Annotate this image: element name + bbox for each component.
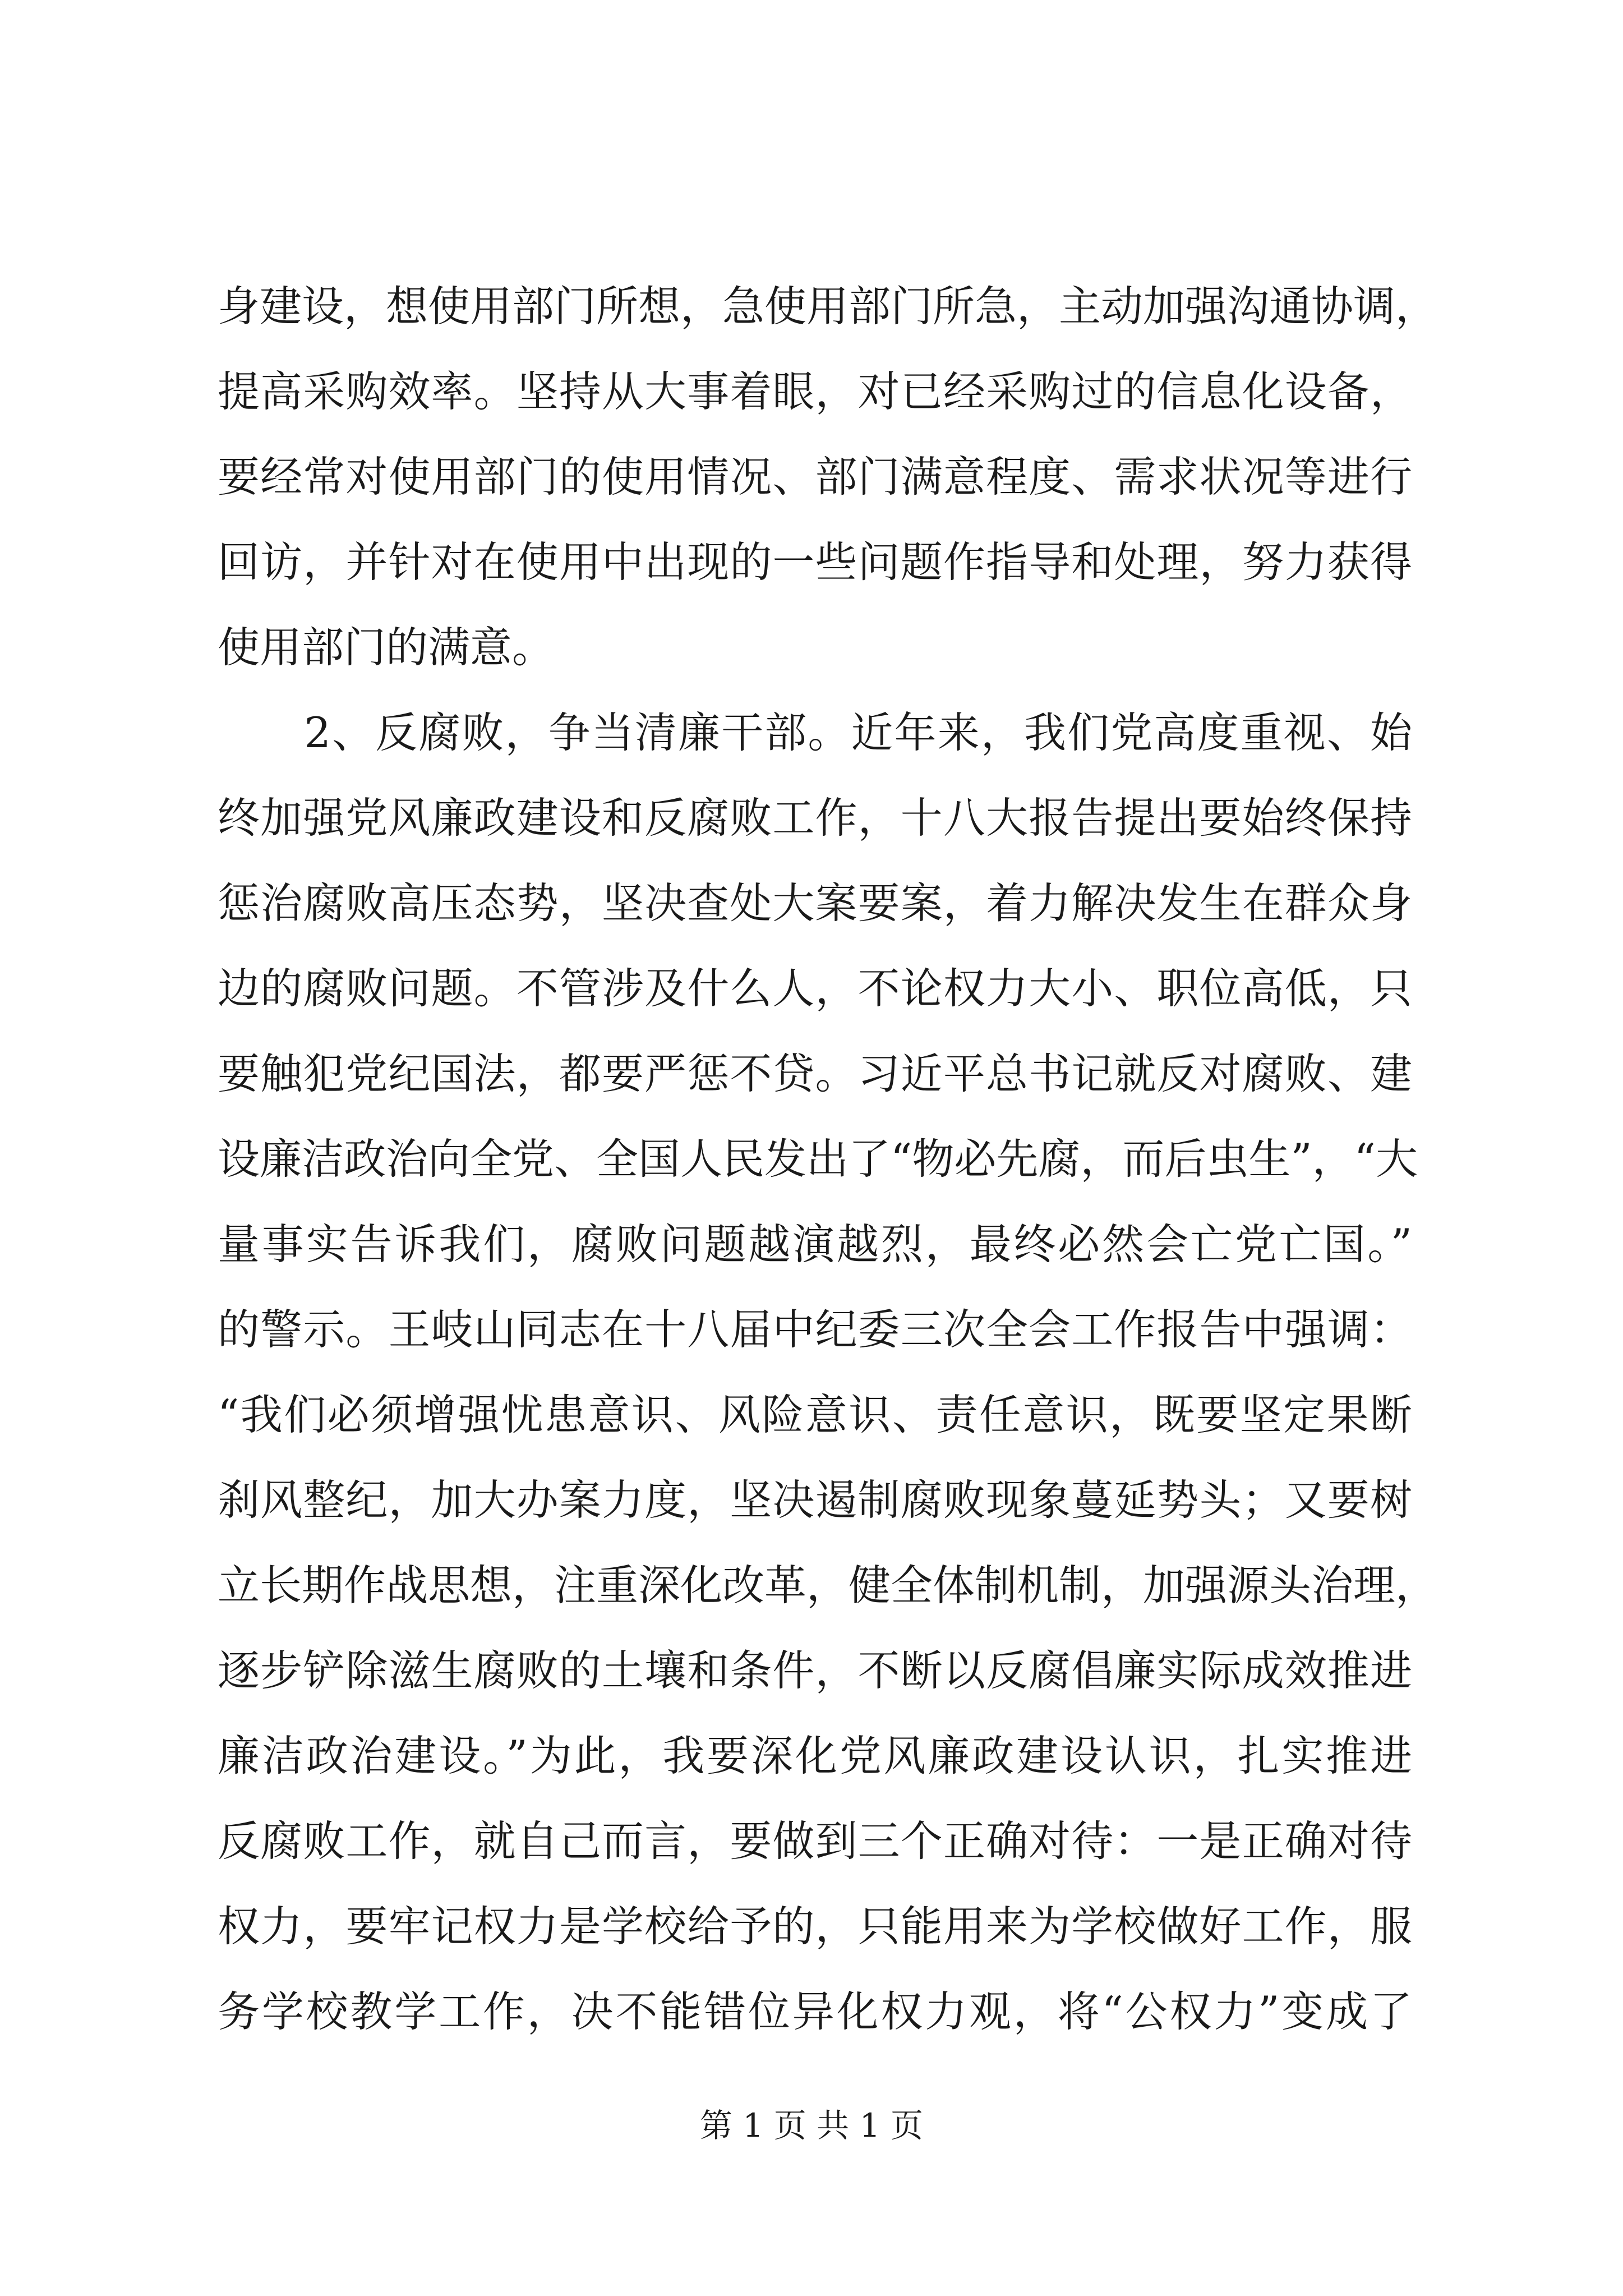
text-line: 量事实告诉我们，腐败问题越演越烈，最终必然会亡党亡国。” bbox=[218, 1220, 1412, 1269]
text-line: 反腐败工作，就自己而言，要做到三个正确对待：一是正确对待 bbox=[218, 1816, 1412, 1866]
text-line: 刹风整纪，加大办案力度，坚决遏制腐败现象蔓延势头；又要树 bbox=[218, 1475, 1412, 1525]
text-line: 边的腐败问题。不管涉及什么人，不论权力大小、职位高低，只 bbox=[218, 964, 1412, 1013]
text-line: 要经常对使用部门的使用情况、部门满意程度、需求状况等进行 bbox=[218, 452, 1412, 501]
text-line: “我们必须增强忧患意识、风险意识、责任意识，既要坚定果断 bbox=[218, 1390, 1412, 1439]
text-line: 要触犯党纪国法，都要严惩不贷。习近平总书记就反对腐败、建 bbox=[218, 1049, 1412, 1098]
text-line: 务学校教学工作，决不能错位异化权力观，将“公权力”变成了 bbox=[218, 1987, 1412, 2036]
text-line: 权力，要牢记权力是学校给予的，只能用来为学校做好工作，服 bbox=[218, 1902, 1412, 1951]
text-line: 的警示。王岐山同志在十八届中纪委三次全会工作报告中强调： bbox=[218, 1305, 1412, 1354]
text-line: 提高采购效率。坚持从大事着眼，对已经采购过的信息化设备， bbox=[218, 367, 1412, 416]
text-line: 设廉洁政治向全党、全国人民发出了“物必先腐，而后虫生”，“大 bbox=[218, 1134, 1418, 1184]
text-line: 惩治腐败高压态势，坚决查处大案要案，着力解决发生在群众身 bbox=[218, 878, 1412, 928]
text-line: 廉洁政治建设。”为此，我要深化党风廉政建设认识，扎实推进 bbox=[218, 1731, 1412, 1780]
text-line: 立长期作战思想，注重深化改革，健全体制机制，加强源头治理， bbox=[218, 1561, 1438, 1610]
text-line: 使用部门的满意。 bbox=[218, 623, 555, 672]
text-line: 逐步铲除滋生腐败的土壤和条件，不断以反腐倡廉实际成效推进 bbox=[218, 1646, 1412, 1695]
text-line: 回访，并针对在使用中出现的一些问题作指导和处理，努力获得 bbox=[218, 537, 1412, 587]
document-body bbox=[218, 264, 1438, 2054]
page-number-footer: 第 1 页 共 1 页 bbox=[700, 2106, 923, 2145]
text-line: 终加强党风廉政建设和反腐败工作，十八大报告提出要始终保持 bbox=[218, 793, 1412, 843]
text-line: 2、反腐败，争当清廉干部。近年来，我们党高度重视、始 bbox=[218, 708, 1412, 757]
text-line: 身建设，想使用部门所想，急使用部门所急，主动加强沟通协调， bbox=[218, 282, 1438, 331]
